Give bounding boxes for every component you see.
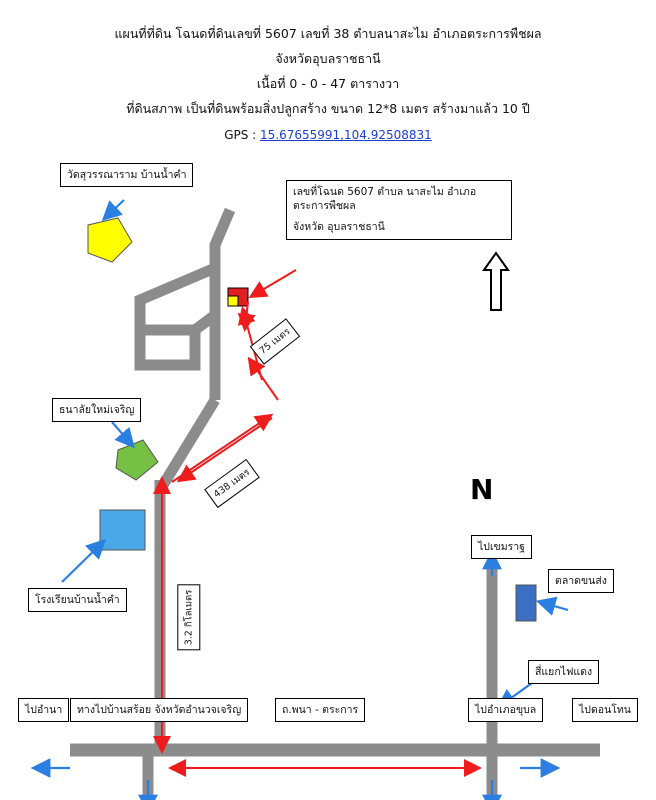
label-traffic-light: สี่แยกไฟแดง — [528, 660, 599, 684]
page-title-line-1: แผนที่ที่ดิน โฉนดที่ดินเลขที่ 5607 เลขที่ 38 ตำบลนาสะไม อำเภอตระการพืชผล — [114, 26, 542, 41]
parcel-callout-line-2: จังหวัด อุบลราชธานี — [293, 221, 385, 234]
gps-label: GPS : — [224, 128, 261, 142]
gps-line — [0, 128, 656, 142]
page-title-line-3: เนื้อที่ 0 - 0 - 47 ตารางวา — [256, 76, 400, 91]
label-road-left: ทางไปบ้านสร้อย จังหวัดอำนวจเจริญ — [70, 698, 248, 722]
red-route-lines — [162, 270, 478, 768]
parcel-callout-box — [286, 180, 512, 240]
callout-pointer — [252, 270, 296, 296]
label-to-don-thone: ไปดอนโทน — [572, 698, 638, 722]
label-new-charoen: ธนาลัยใหม่เจริญ — [52, 398, 141, 422]
label-road-center: ถ.พนา - ตระการ — [275, 698, 365, 722]
page-title-line-2: จังหวัดอุบลราชธานี — [275, 51, 381, 66]
arrow-to-temple — [105, 200, 124, 218]
market-plot-shape — [516, 585, 536, 621]
distance-label-3-2km: 3.2 กิโลเมตร — [177, 585, 200, 651]
page-title-line-4: ที่ดินสภาพ เป็นที่ดินพร้อมสิ่งปลูกสร้าง ขนาด 12*8 เมตร สร้างมาแล้ว 10 ปี — [126, 101, 530, 116]
gps-coordinates-link[interactable]: 15.67655991,104.92508831 — [260, 128, 432, 142]
red-line-75-upper — [250, 360, 278, 400]
label-to-sem-rat: ไปเขมราฐ — [471, 535, 532, 559]
label-school: โรงเรียนบ้านน้ำคำ — [28, 588, 127, 612]
parcel-callout-line-1: เลขที่โฉนด 5607 ตำบล นาสะไม อำเภอ ตระการพืชผล — [293, 186, 477, 213]
distance-label-75m: 75 เมตร — [250, 318, 300, 364]
label-to-phana: ไปอำนา — [18, 698, 69, 722]
road-plot-loop — [140, 268, 215, 365]
temple-plot-shape — [88, 218, 132, 262]
distance-label-438m: 438 เมตร — [204, 459, 260, 508]
label-to-amnat-ubon: ไปอำเภอขุบล — [468, 698, 543, 722]
arrow-to-new-charoen — [112, 422, 132, 445]
road-diagonal — [160, 400, 215, 490]
label-temple: วัดสุวรรณาราม บ้านน้ำคำ — [60, 163, 193, 187]
new-charoen-plot-shape — [116, 440, 158, 480]
land-parcel-marker — [228, 288, 248, 306]
school-plot-shape — [100, 510, 145, 550]
north-arrow-icon — [484, 253, 508, 310]
north-letter: N — [470, 473, 494, 506]
label-market: ตลาดขนส่ง — [548, 569, 614, 593]
arrow-to-school — [62, 542, 103, 582]
arrow-to-market — [540, 602, 568, 610]
